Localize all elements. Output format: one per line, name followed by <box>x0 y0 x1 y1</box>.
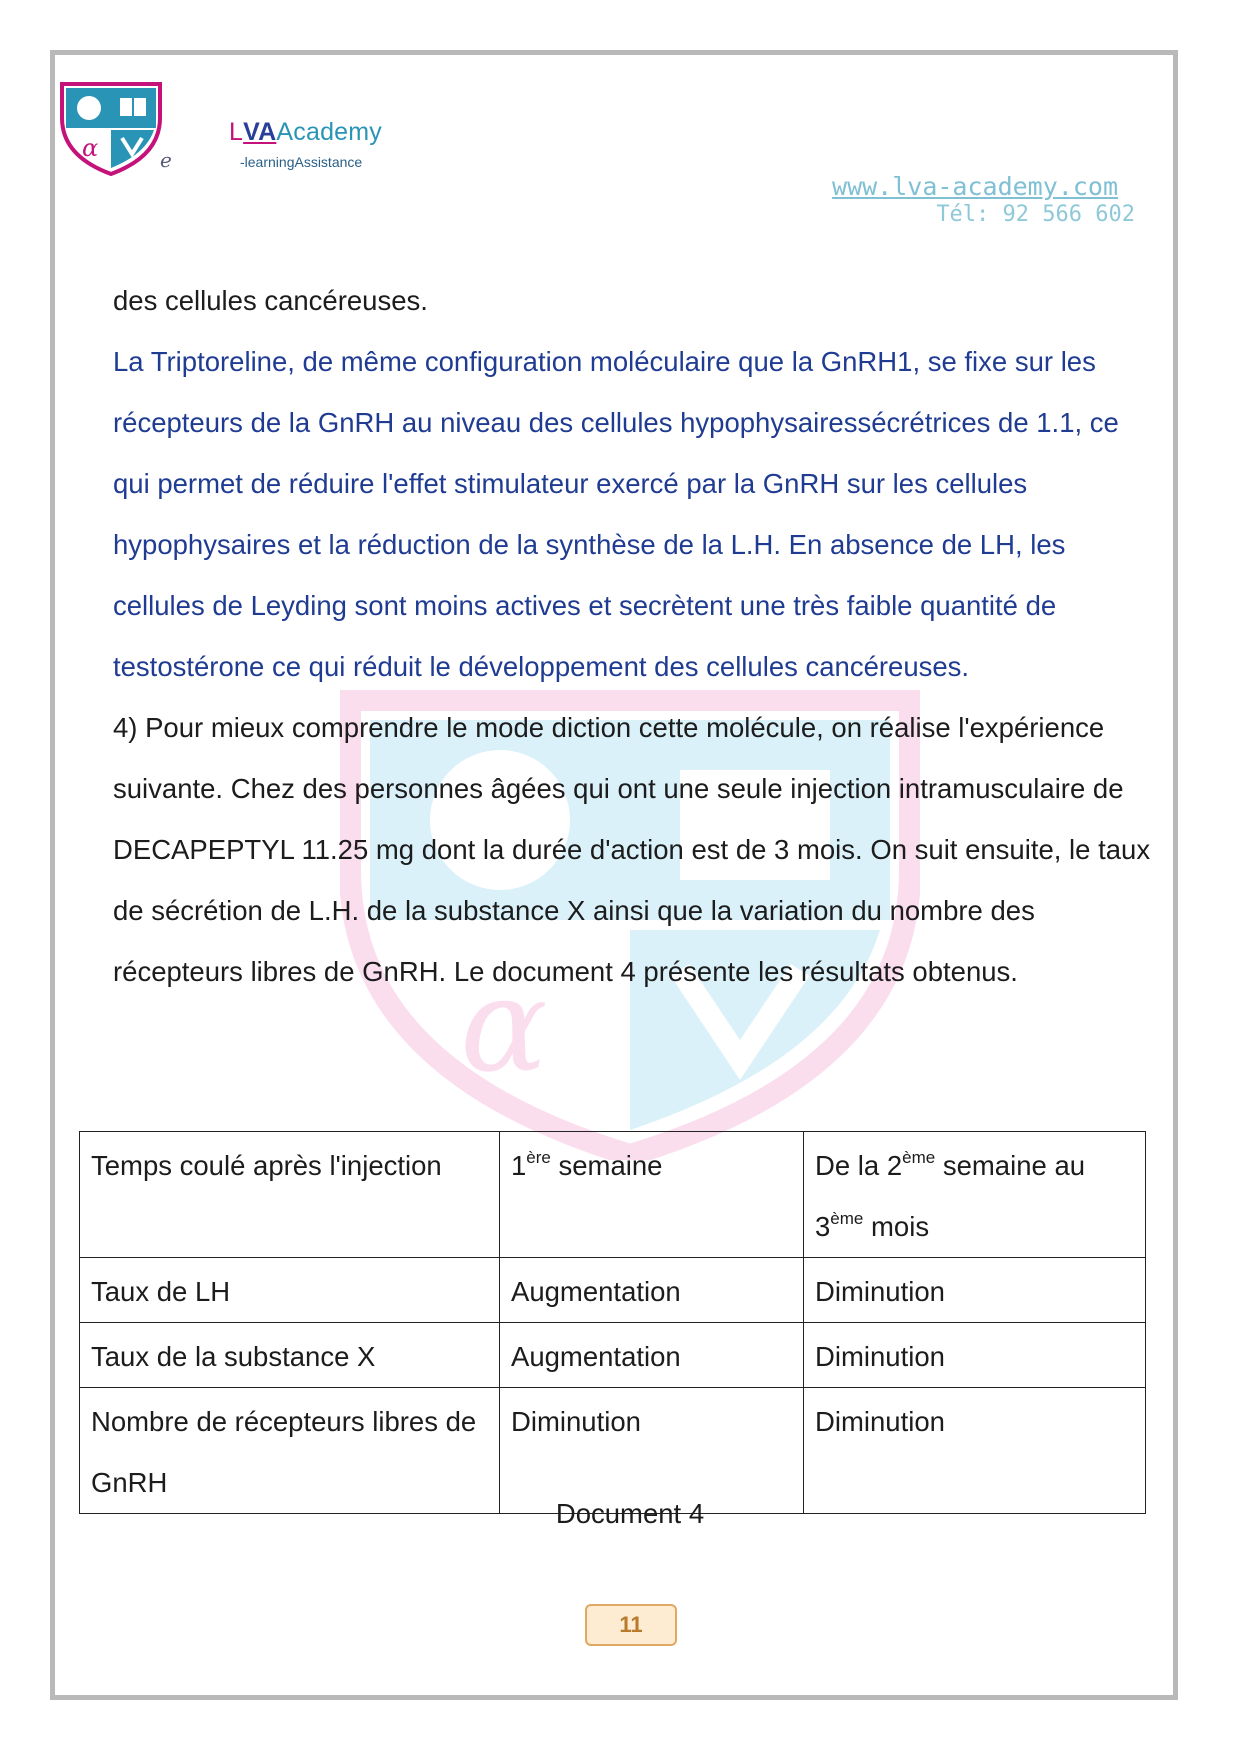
row-week1-value: Augmentation <box>500 1258 804 1323</box>
phone-number: Tél: 92 566 602 <box>936 202 1135 227</box>
header-cell-later: De la 2ème semaine au 3ème mois <box>804 1132 1146 1258</box>
intro-line: des cellules cancéreuses. <box>113 285 428 316</box>
row-later-value: Diminution <box>804 1323 1146 1388</box>
brand-name: LVAAcademy <box>229 118 383 146</box>
row-label: Taux de la substance X <box>80 1323 500 1388</box>
page-number: 11 <box>585 1604 677 1646</box>
logo-e-mark: e <box>160 148 172 172</box>
header-cell-time: Temps coulé après l'injection <box>80 1132 500 1258</box>
table-header-row <box>80 1132 1146 1258</box>
svg-text:α: α <box>82 134 99 162</box>
row-week1-value: Diminution <box>500 1388 804 1514</box>
row-later-value: Diminution <box>804 1388 1146 1514</box>
results-table <box>79 1131 1146 1514</box>
row-later-value: Diminution <box>804 1258 1146 1323</box>
header-cell-week1: 1ère semaine <box>500 1132 804 1258</box>
question-paragraph: 4) Pour mieux comprendre le mode diction cette molécule, on réalise l'expérience suivante. Chez des personnes âgées qui ont une seule injection intramusculaire de DECAPEPTYL 11.25 mg dont la durée d'action est de 3 mois. On suit ensuite, le taux de sécrétion de L.H. de la substance X ainsi que la variation du nombre des récepteurs libres de GnRH. Le document 4 présente les résultats obtenus. <box>113 712 1151 987</box>
svg-text:α: α <box>460 949 548 1101</box>
website-link[interactable]: www.lva-academy.com <box>832 172 1118 201</box>
row-label: Taux de LH <box>80 1258 500 1323</box>
row-week1-value: Augmentation <box>500 1323 804 1388</box>
brand-tagline: -learningAssistance <box>240 154 363 170</box>
document-body <box>113 270 1153 1002</box>
lva-logo-icon <box>56 78 166 178</box>
table-row <box>80 1323 1146 1388</box>
answer-paragraph: La Triptoreline, de même configuration moléculaire que la GnRH1, se fixe sur les récepteurs de la GnRH au niveau des cellules hypophysairessécrétrices de 1.1, ce qui permet de réduire l'effet stimulateur exercé par la GnRH sur les cellules hypophysaires et la réduction de la synthèse de la L.H. En absence de LH, les cellules de Leyding sont moins actives et secrètent une très faible quantité de testostérone ce qui réduit le développement des cellules cancéreuses. <box>113 346 1119 682</box>
table-row <box>80 1258 1146 1323</box>
table-row <box>80 1388 1146 1514</box>
row-label: Nombre de récepteurs libres de GnRH <box>80 1388 500 1514</box>
table-caption: Document 4 <box>555 1498 705 1529</box>
